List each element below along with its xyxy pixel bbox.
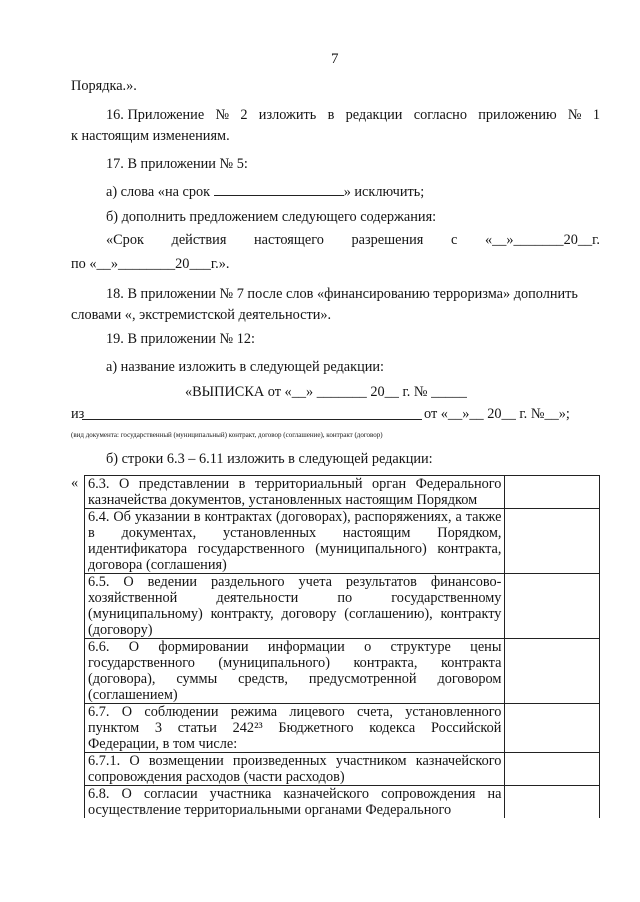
blank-underline xyxy=(214,183,344,196)
row-text: 6.4. Об указании в контрактах (договорах), распоряжениях, а также в документах, установленных настоящим Порядком, идентификатора государственного (муниципального) контракта, договора (соглашения) xyxy=(85,509,505,574)
row-value xyxy=(505,574,600,639)
word: 16. Приложение xyxy=(106,107,205,123)
word: редакции xyxy=(345,107,403,123)
text-fragment: 18. В приложении № 7 после слов «финансированию терроризма» дополнить xyxy=(106,286,578,302)
table-row xyxy=(85,753,600,786)
row-text: 6.7. О соблюдении режима лицевого счета, установленного пунктом 3 статьи 242²³ Бюджетного кодекса Российской Федерации, в том числе: xyxy=(85,704,505,753)
text-fragment: а) слова «на срок xyxy=(106,184,211,200)
table-row xyxy=(85,704,600,753)
word: 1 xyxy=(592,107,600,123)
table-row xyxy=(85,509,600,574)
word: приложению xyxy=(478,107,557,123)
word: действия xyxy=(171,232,227,248)
table-row xyxy=(85,574,600,639)
rows-table xyxy=(84,475,600,818)
text-fragment: » исключить; xyxy=(343,184,425,200)
word: 2 xyxy=(240,107,248,123)
table-row xyxy=(85,786,600,819)
word: № xyxy=(567,107,582,123)
row-text: 6.5. О ведении раздельного учета результатов финансово-хозяйственной деятельности по государственному (муниципальному) контракту, договору (соглашению), контракту (договору) xyxy=(85,574,505,639)
row-value xyxy=(505,639,600,704)
row-text: 6.7.1. О возмещении произведенных участником казначейского сопровождения расходов (части расходов) xyxy=(85,753,505,786)
text-line: Порядка.». xyxy=(71,78,137,94)
text-line: а) название изложить в следующей редакции: xyxy=(106,359,384,375)
text-line: к настоящим изменениям. xyxy=(71,128,230,144)
word: в xyxy=(327,107,335,123)
row-text: 6.8. О согласии участника казначейского сопровождения на осуществление территориальными органами Федерального xyxy=(85,786,505,819)
word: «__»_______20__г. xyxy=(484,232,600,248)
caption-note: (вид документа: государственный (муниципальный) контракт, договор (соглашение), контракт (договор) xyxy=(71,431,383,439)
text-line: по «__»________20___г.». xyxy=(71,256,230,272)
text-fragment: от «__»__ 20__ г. №__»; xyxy=(424,406,570,422)
row-value xyxy=(505,476,600,509)
row-value xyxy=(505,509,600,574)
blank-underline xyxy=(82,419,422,420)
text-line: 19. В приложении № 12: xyxy=(106,331,255,347)
word: разрешения xyxy=(351,232,424,248)
row-value xyxy=(505,704,600,753)
text-line: б) дополнить предложением следующего содержания: xyxy=(106,209,437,225)
row-text: 6.6. О формировании информации о структуре цены государственного (муниципального) контракта, контракта (договора), суммы средств, предусмотренной договором (соглашением) xyxy=(85,639,505,704)
row-value xyxy=(505,786,600,819)
paragraph-18-line1 xyxy=(106,286,600,303)
extract-title: «ВЫПИСКА от «__» _______ 20__ г. № _____ xyxy=(185,384,467,400)
quote-line xyxy=(106,232,600,249)
word: «Срок xyxy=(106,232,144,248)
page-number: 7 xyxy=(331,51,339,67)
word: изложить xyxy=(258,107,317,123)
word: согласно xyxy=(413,107,467,123)
word: № xyxy=(215,107,230,123)
text-line: 17. В приложении № 5: xyxy=(106,156,248,172)
open-quote: « xyxy=(71,475,79,491)
text-line xyxy=(106,183,424,201)
table-row xyxy=(85,639,600,704)
text-fragment: из xyxy=(71,406,85,422)
row-value xyxy=(505,753,600,786)
text-line: словами «, экстремистской деятельности». xyxy=(71,307,332,323)
table-row xyxy=(85,476,600,509)
word: настоящего xyxy=(254,232,324,248)
word: с xyxy=(450,232,458,248)
row-text: 6.3. О представлении в территориальный орган Федерального казначейства документов, установленных настоящим Порядком xyxy=(85,476,505,509)
paragraph-16-line1 xyxy=(106,107,600,124)
text-line: б) строки 6.3 – 6.11 изложить в следующей редакции: xyxy=(106,451,433,467)
